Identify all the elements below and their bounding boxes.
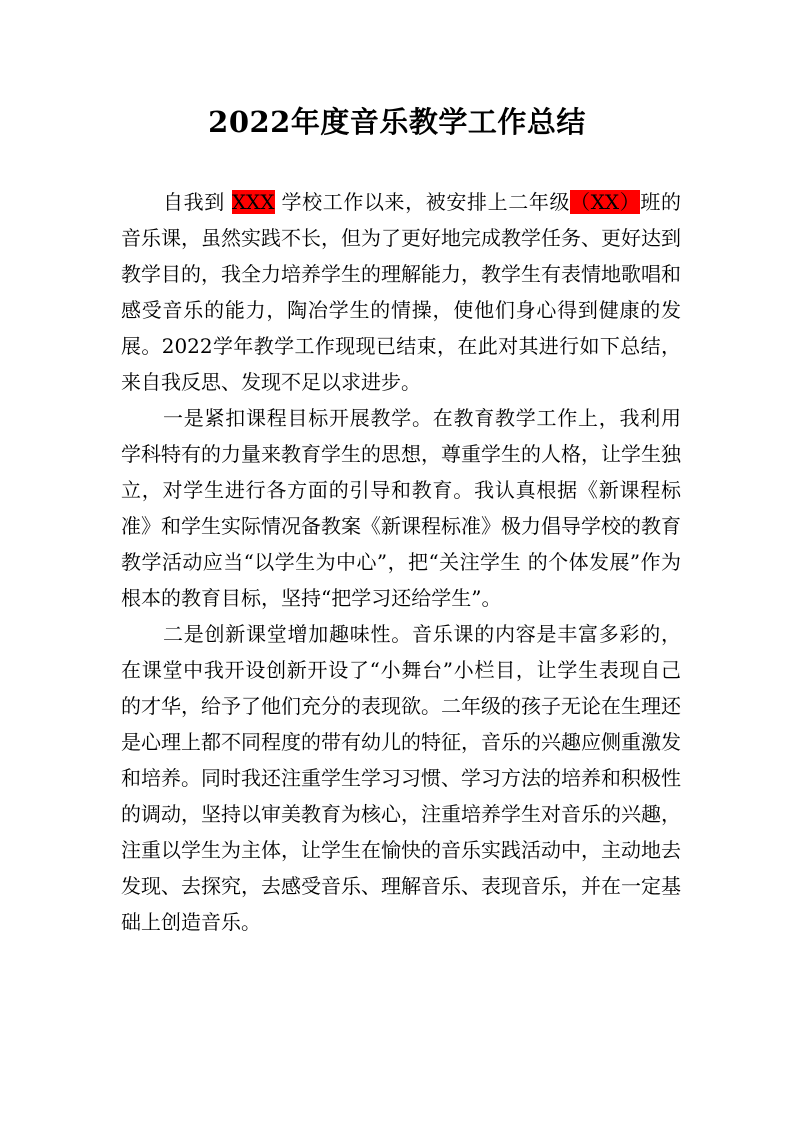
class-number-placeholder: （XX） [570, 190, 641, 214]
intro-text-1: 自我到 [163, 190, 232, 214]
school-name-placeholder: XXX [231, 190, 275, 214]
intro-text-2: 学校工作以来，被安排上二年级 [274, 190, 571, 214]
intro-text-3: 班的音乐课，虽然实践不长，但为了更好地完成教学任务、更好达到教学目的，我全力培养学生的理解能力，教学生有表情地歌唱和感受音乐的能力，陶冶学生的情操，使他们身心得到健康的发展。2022学年教学工作现现已结束，在此对其进行如下总结，来自我反思、发现不足以求进步。 [121, 190, 682, 394]
document-title: 2022年度音乐教学工作总结 [208, 105, 586, 139]
paragraph-course-goals: 一是紧扣课程目标开展教学。在教育教学工作上，我利用学科特有的力量来教育学生的思想，尊重学生的人格，让学生独立，对学生进行各方面的引导和教育。我认真根据《新课程标准》和学生实际情况备教案《新课程标准》极力倡导学校的教育教学活动应当“以学生为中心”，把“关注学生 的个体发展”作为根本的教育目标，坚持“把学习还给学生”。 [121, 406, 681, 610]
document-body [121, 184, 681, 940]
paragraph-intro [121, 184, 681, 400]
paragraph-classroom-innovation: 二是创新课堂增加趣味性。音乐课的内容是丰富多彩的，在课堂中我开设创新开设了“小舞台”小栏目，让学生表现自己的才华，给予了他们充分的表现欲。二年级的孩子无论在生理还是心理上都不同程度的带有幼儿的特征，音乐的兴趣应侧重激发和培养。同时我还注重学生学习习惯、学习方法的培养和积极性的调动，坚持以审美教育为核心，注重培养学生对音乐的兴趣，注重以学生为主体，让学生在愉快的音乐实践活动中，主动地去发现、去探究，去感受音乐、理解音乐、表现音乐，并在一定基础上创造音乐。 [121, 622, 681, 934]
